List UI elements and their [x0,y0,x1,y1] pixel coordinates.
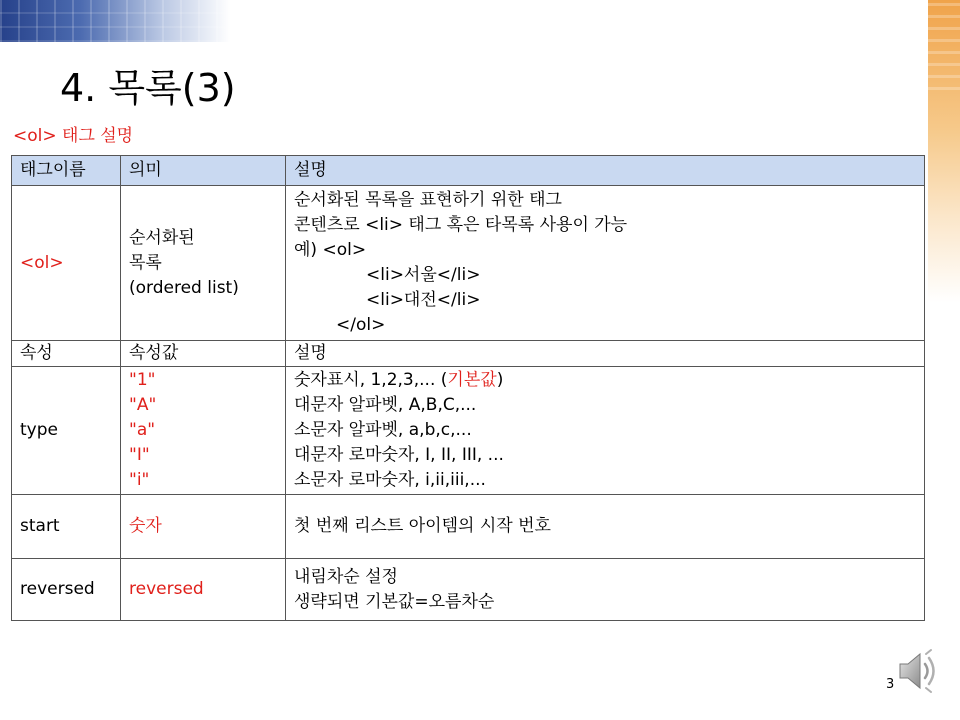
value-line: "I" [129,445,150,465]
top-left-decoration [0,0,230,42]
value-line: "a" [129,420,156,440]
header-tag-name: 태그이름 [12,156,121,186]
header-attribute: 속성 [12,341,121,367]
header-description: 설명 [286,156,925,186]
right-edge-decoration [928,0,960,720]
header-meaning: 의미 [121,156,286,186]
desc-line: </ol> [336,315,386,335]
ol-description-cell [286,186,925,341]
meaning-line: 목록 [129,252,162,273]
desc-line: 소문자 로마숫자, i,ii,iii,... [294,470,486,490]
type-attr-cell: type [12,367,121,495]
desc-line: 내림차순 설정 [294,566,398,587]
desc-line: 순서화된 목록을 표현하기 위한 태그 [294,190,562,210]
table-row-type [12,367,925,495]
desc-line: 대문자 로마숫자, I, II, III, ... [294,445,504,465]
speaker-icon[interactable] [896,646,942,696]
start-value-cell: 숫자 [121,495,286,559]
table-header-row [12,156,925,186]
desc-line: <li>대전</li> [366,290,481,310]
ol-tag-cell: <ol> [12,186,121,341]
type-description-cell [286,367,925,495]
desc-line: 대문자 알파벳, A,B,C,... [294,395,477,415]
desc-line: 숫자표시, 1,2,3,... (기본값) [294,370,504,390]
desc-line: 예) <ol> [294,240,367,260]
reversed-attr-cell: reversed [12,559,121,621]
slide-subtitle: <ol> 태그 설명 [13,126,134,146]
default-value-label: 기본값 [447,370,497,390]
page-number: 3 [886,677,895,692]
ol-attribute-table [11,155,925,621]
slide-title: 4. 목록(3) [60,66,236,110]
start-attr-cell: start [12,495,121,559]
desc-line: 생략되면 기본값=오름차순 [294,591,495,612]
table-row-ol [12,186,925,341]
desc-line: 콘텐츠로 <li> 태그 혹은 타목록 사용이 가능 [294,215,628,235]
meaning-line: 순서화된 [129,227,195,248]
table-row-start [12,495,925,559]
value-line: "i" [129,470,150,490]
desc-line: <li>서울</li> [366,265,481,285]
meaning-line: (ordered list) [129,277,239,298]
header-attribute-value: 속성값 [121,341,286,367]
ol-meaning-cell [121,186,286,341]
reversed-description-cell [286,559,925,621]
reversed-value-cell: reversed [121,559,286,621]
value-line: "1" [129,370,156,390]
attribute-header-row [12,341,925,367]
start-description-cell: 첫 번째 리스트 아이템의 시작 번호 [286,495,925,559]
header-attribute-description: 설명 [286,341,925,367]
type-values-cell [121,367,286,495]
value-line: "A" [129,395,157,415]
desc-line: 소문자 알파벳, a,b,c,... [294,420,472,440]
table-row-reversed [12,559,925,621]
